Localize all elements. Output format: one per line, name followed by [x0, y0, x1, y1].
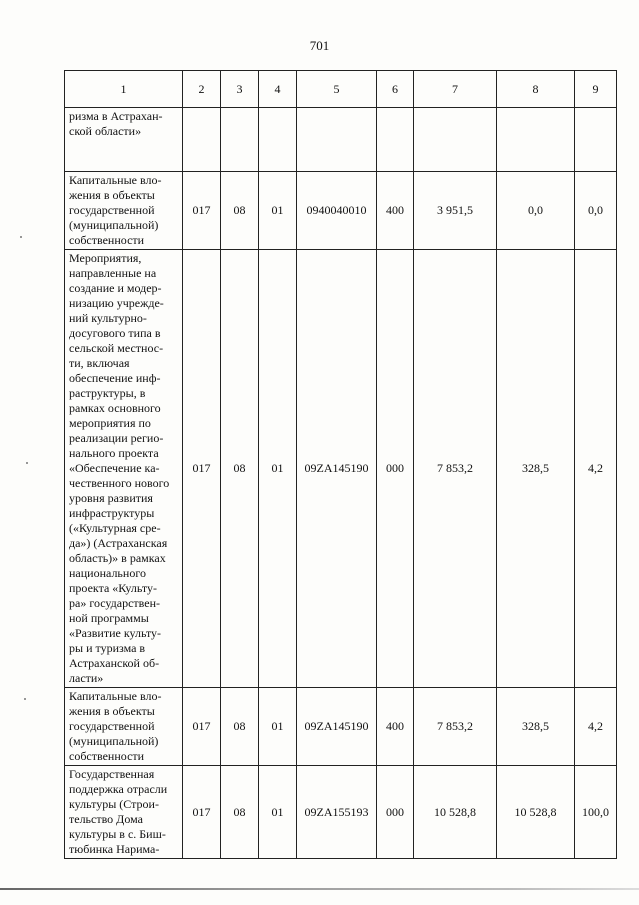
- cell-expense-type: 000: [377, 250, 414, 688]
- cell-code: 017: [183, 688, 221, 766]
- cell-amount: [414, 108, 497, 172]
- cell-target: [297, 108, 377, 172]
- column-header: 3: [221, 71, 259, 108]
- cell-code: 017: [183, 766, 221, 859]
- cell-section: 08: [221, 688, 259, 766]
- cell-subsection: [259, 108, 297, 172]
- cell-executed: [497, 108, 575, 172]
- cell-code: 017: [183, 172, 221, 250]
- table-row: [65, 172, 617, 250]
- cell-percent: [575, 108, 617, 172]
- row-name-cell: Капитальные вло- жения в объекты государственной (муниципальной) собственности: [65, 172, 183, 250]
- header-row: [65, 71, 617, 108]
- cell-amount: 7 853,2: [414, 688, 497, 766]
- cell-subsection: 01: [259, 172, 297, 250]
- cell-expense-type: 400: [377, 688, 414, 766]
- cell-percent: 100,0: [575, 766, 617, 859]
- cell-target: 09ZA155193: [297, 766, 377, 859]
- cell-code: 017: [183, 250, 221, 688]
- page-number: 701: [309, 38, 330, 53]
- cell-amount: 10 528,8: [414, 766, 497, 859]
- scan-speck: [26, 462, 28, 464]
- cell-percent: 0,0: [575, 172, 617, 250]
- row-name-cell: ризма в Астрахан- ской области»: [65, 108, 183, 172]
- scan-speck: [20, 236, 22, 238]
- row-name-cell: Мероприятия, направленные на создание и модер- низацию учрежде- ний культурно- досугового типа в сельской местнос- ти, включая обеспечение инф- раструктуры, в рамках основного мероприятия по реализации регио- нального проекта «Обеспечение ка- чественного нового уровня развития инфраструктуры («Культурная сре- да») (Астраханская область)» в рамках национального проекта «Культу- ра» государствен- ной программы «Развитие культу- ры и туризма в Астраханской об- ласти»: [65, 250, 183, 688]
- table-row: [65, 688, 617, 766]
- cell-executed: 328,5: [497, 688, 575, 766]
- column-header: 8: [497, 71, 575, 108]
- cell-target: 09ZA145190: [297, 250, 377, 688]
- cell-subsection: 01: [259, 250, 297, 688]
- column-header: 9: [575, 71, 617, 108]
- scan-speck: [24, 698, 26, 700]
- column-header: 5: [297, 71, 377, 108]
- cell-section: 08: [221, 250, 259, 688]
- table-row: [65, 108, 617, 172]
- column-header: 6: [377, 71, 414, 108]
- cell-percent: 4,2: [575, 688, 617, 766]
- cell-target: 09ZA145190: [297, 688, 377, 766]
- cell-section: 08: [221, 172, 259, 250]
- cell-subsection: 01: [259, 766, 297, 859]
- cell-code: [183, 108, 221, 172]
- cell-percent: 4,2: [575, 250, 617, 688]
- cell-expense-type: [377, 108, 414, 172]
- column-header: 4: [259, 71, 297, 108]
- table-row: [65, 766, 617, 859]
- cell-subsection: 01: [259, 688, 297, 766]
- column-header: 1: [65, 71, 183, 108]
- table-row: [65, 250, 617, 688]
- cell-section: [221, 108, 259, 172]
- row-name-cell: Государственная поддержка отрасли культуры (Строи- тельство Дома культуры в с. Биш- тюбинка Нарима-: [65, 766, 183, 859]
- cell-executed: 0,0: [497, 172, 575, 250]
- budget-table: [64, 70, 617, 859]
- column-header: 2: [183, 71, 221, 108]
- cell-expense-type: 400: [377, 172, 414, 250]
- scan-edge-line: [0, 888, 639, 890]
- column-header: 7: [414, 71, 497, 108]
- cell-amount: 3 951,5: [414, 172, 497, 250]
- cell-target: 0940040010: [297, 172, 377, 250]
- row-name-cell: Капитальные вло- жения в объекты государственной (муниципальной) собственности: [65, 688, 183, 766]
- cell-section: 08: [221, 766, 259, 859]
- cell-executed: 10 528,8: [497, 766, 575, 859]
- cell-amount: 7 853,2: [414, 250, 497, 688]
- cell-expense-type: 000: [377, 766, 414, 859]
- cell-executed: 328,5: [497, 250, 575, 688]
